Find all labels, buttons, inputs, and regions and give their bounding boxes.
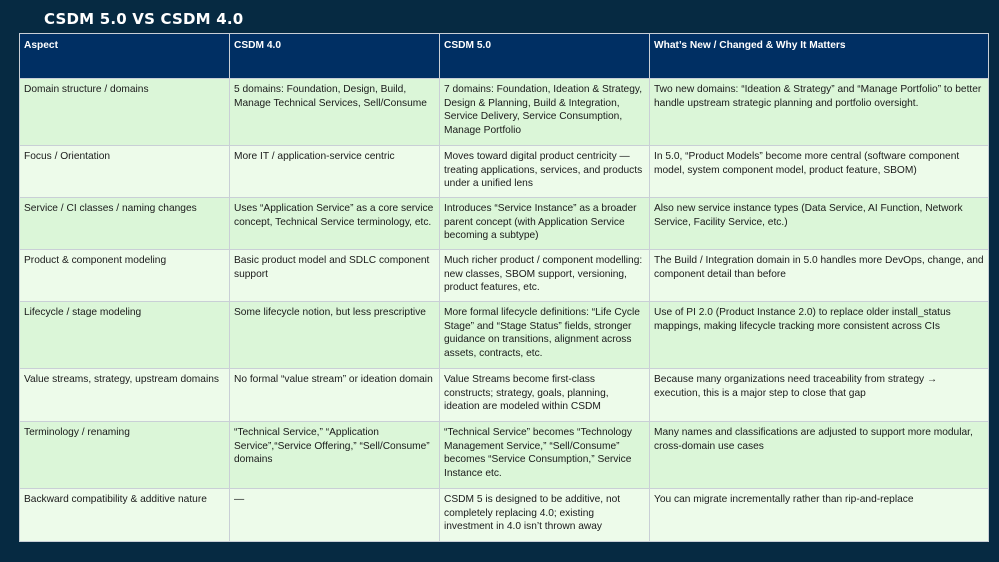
header-whats-new: What’s New / Changed & Why It Matters	[650, 34, 989, 79]
cell-aspect: Lifecycle / stage modeling	[20, 302, 230, 369]
cell-csdm5: Much richer product / component modelling: new classes, SBOM support, versioning, product features, etc.	[440, 250, 650, 302]
cell-whats-new: Because many organizations need traceability from strategy → execution, this is a major step to close that gap	[650, 369, 989, 422]
header-csdm5: CSDM 5.0	[440, 34, 650, 79]
cell-aspect: Domain structure / domains	[20, 79, 230, 146]
table-row	[20, 489, 989, 542]
cell-csdm4: —	[230, 489, 440, 542]
table-row	[20, 369, 989, 422]
cell-whats-new: Also new service instance types (Data Service, AI Function, Network Service, Facility Service, etc.)	[650, 198, 989, 250]
cell-whats-new: In 5.0, “Product Models” become more central (software component model, system component model, product feature, SBOM)	[650, 146, 989, 198]
cell-csdm5: 7 domains: Foundation, Ideation & Strategy, Design & Planning, Build & Integration, Service Delivery, Service Consumption, Manage Portfolio	[440, 79, 650, 146]
cell-csdm5: More formal lifecycle definitions: “Life Cycle Stage” and “Stage Status” fields, stronger guidance on transitions, alignment across assets, contracts, etc.	[440, 302, 650, 369]
table-header-row	[20, 34, 989, 79]
cell-aspect: Service / CI classes / naming changes	[20, 198, 230, 250]
cell-aspect: Value streams, strategy, upstream domains	[20, 369, 230, 422]
cell-csdm4: 5 domains: Foundation, Design, Build, Manage Technical Services, Sell/Consume	[230, 79, 440, 146]
table-row	[20, 79, 989, 146]
cell-csdm4: No formal “value stream” or ideation domain	[230, 369, 440, 422]
cell-csdm4: More IT / application-service centric	[230, 146, 440, 198]
cell-aspect: Backward compatibility & additive nature	[20, 489, 230, 542]
header-aspect: Aspect	[20, 34, 230, 79]
header-csdm4: CSDM 4.0	[230, 34, 440, 79]
cell-csdm5: Value Streams become first-class constructs; strategy, goals, planning, ideation are modeled within CSDM	[440, 369, 650, 422]
cell-aspect: Focus / Orientation	[20, 146, 230, 198]
cell-aspect: Product & component modeling	[20, 250, 230, 302]
cell-csdm5: “Technical Service” becomes “Technology Management Service,” “Sell/Consume” becomes “Service Consumption,” Service Instance etc.	[440, 422, 650, 489]
cell-csdm5: Moves toward digital product centricity — treating applications, services, and products under a unified lens	[440, 146, 650, 198]
cell-csdm4: Basic product model and SDLC component support	[230, 250, 440, 302]
cell-whats-new: The Build / Integration domain in 5.0 handles more DevOps, change, and component detail than before	[650, 250, 989, 302]
table-row	[20, 302, 989, 369]
cell-aspect: Terminology / renaming	[20, 422, 230, 489]
cell-csdm4: “Technical Service,” “Application Service”,“Service Offering,” “Sell/Consume” domains	[230, 422, 440, 489]
cell-whats-new: You can migrate incrementally rather than rip-and-replace	[650, 489, 989, 542]
table-row	[20, 146, 989, 198]
cell-whats-new: Many names and classifications are adjusted to support more modular, cross-domain use cases	[650, 422, 989, 489]
page-title: CSDM 5.0 VS CSDM 4.0	[44, 10, 244, 28]
cell-whats-new: Use of PI 2.0 (Product Instance 2.0) to replace older install_status mappings, making lifecycle tracking more consistent across CIs	[650, 302, 989, 369]
comparison-table	[19, 33, 989, 542]
cell-csdm4: Uses “Application Service” as a core service concept, Technical Service terminology, etc.	[230, 198, 440, 250]
cell-csdm4: Some lifecycle notion, but less prescriptive	[230, 302, 440, 369]
table-row	[20, 250, 989, 302]
table-row	[20, 422, 989, 489]
cell-csdm5: CSDM 5 is designed to be additive, not completely replacing 4.0; existing investment in 4.0 isn’t thrown away	[440, 489, 650, 542]
table-row	[20, 198, 989, 250]
cell-csdm5: Introduces “Service Instance” as a broader parent concept (with Application Service becoming a subtype)	[440, 198, 650, 250]
cell-whats-new: Two new domains: “Ideation & Strategy” and “Manage Portfolio” to better handle upstream strategic planning and portfolio oversight.	[650, 79, 989, 146]
